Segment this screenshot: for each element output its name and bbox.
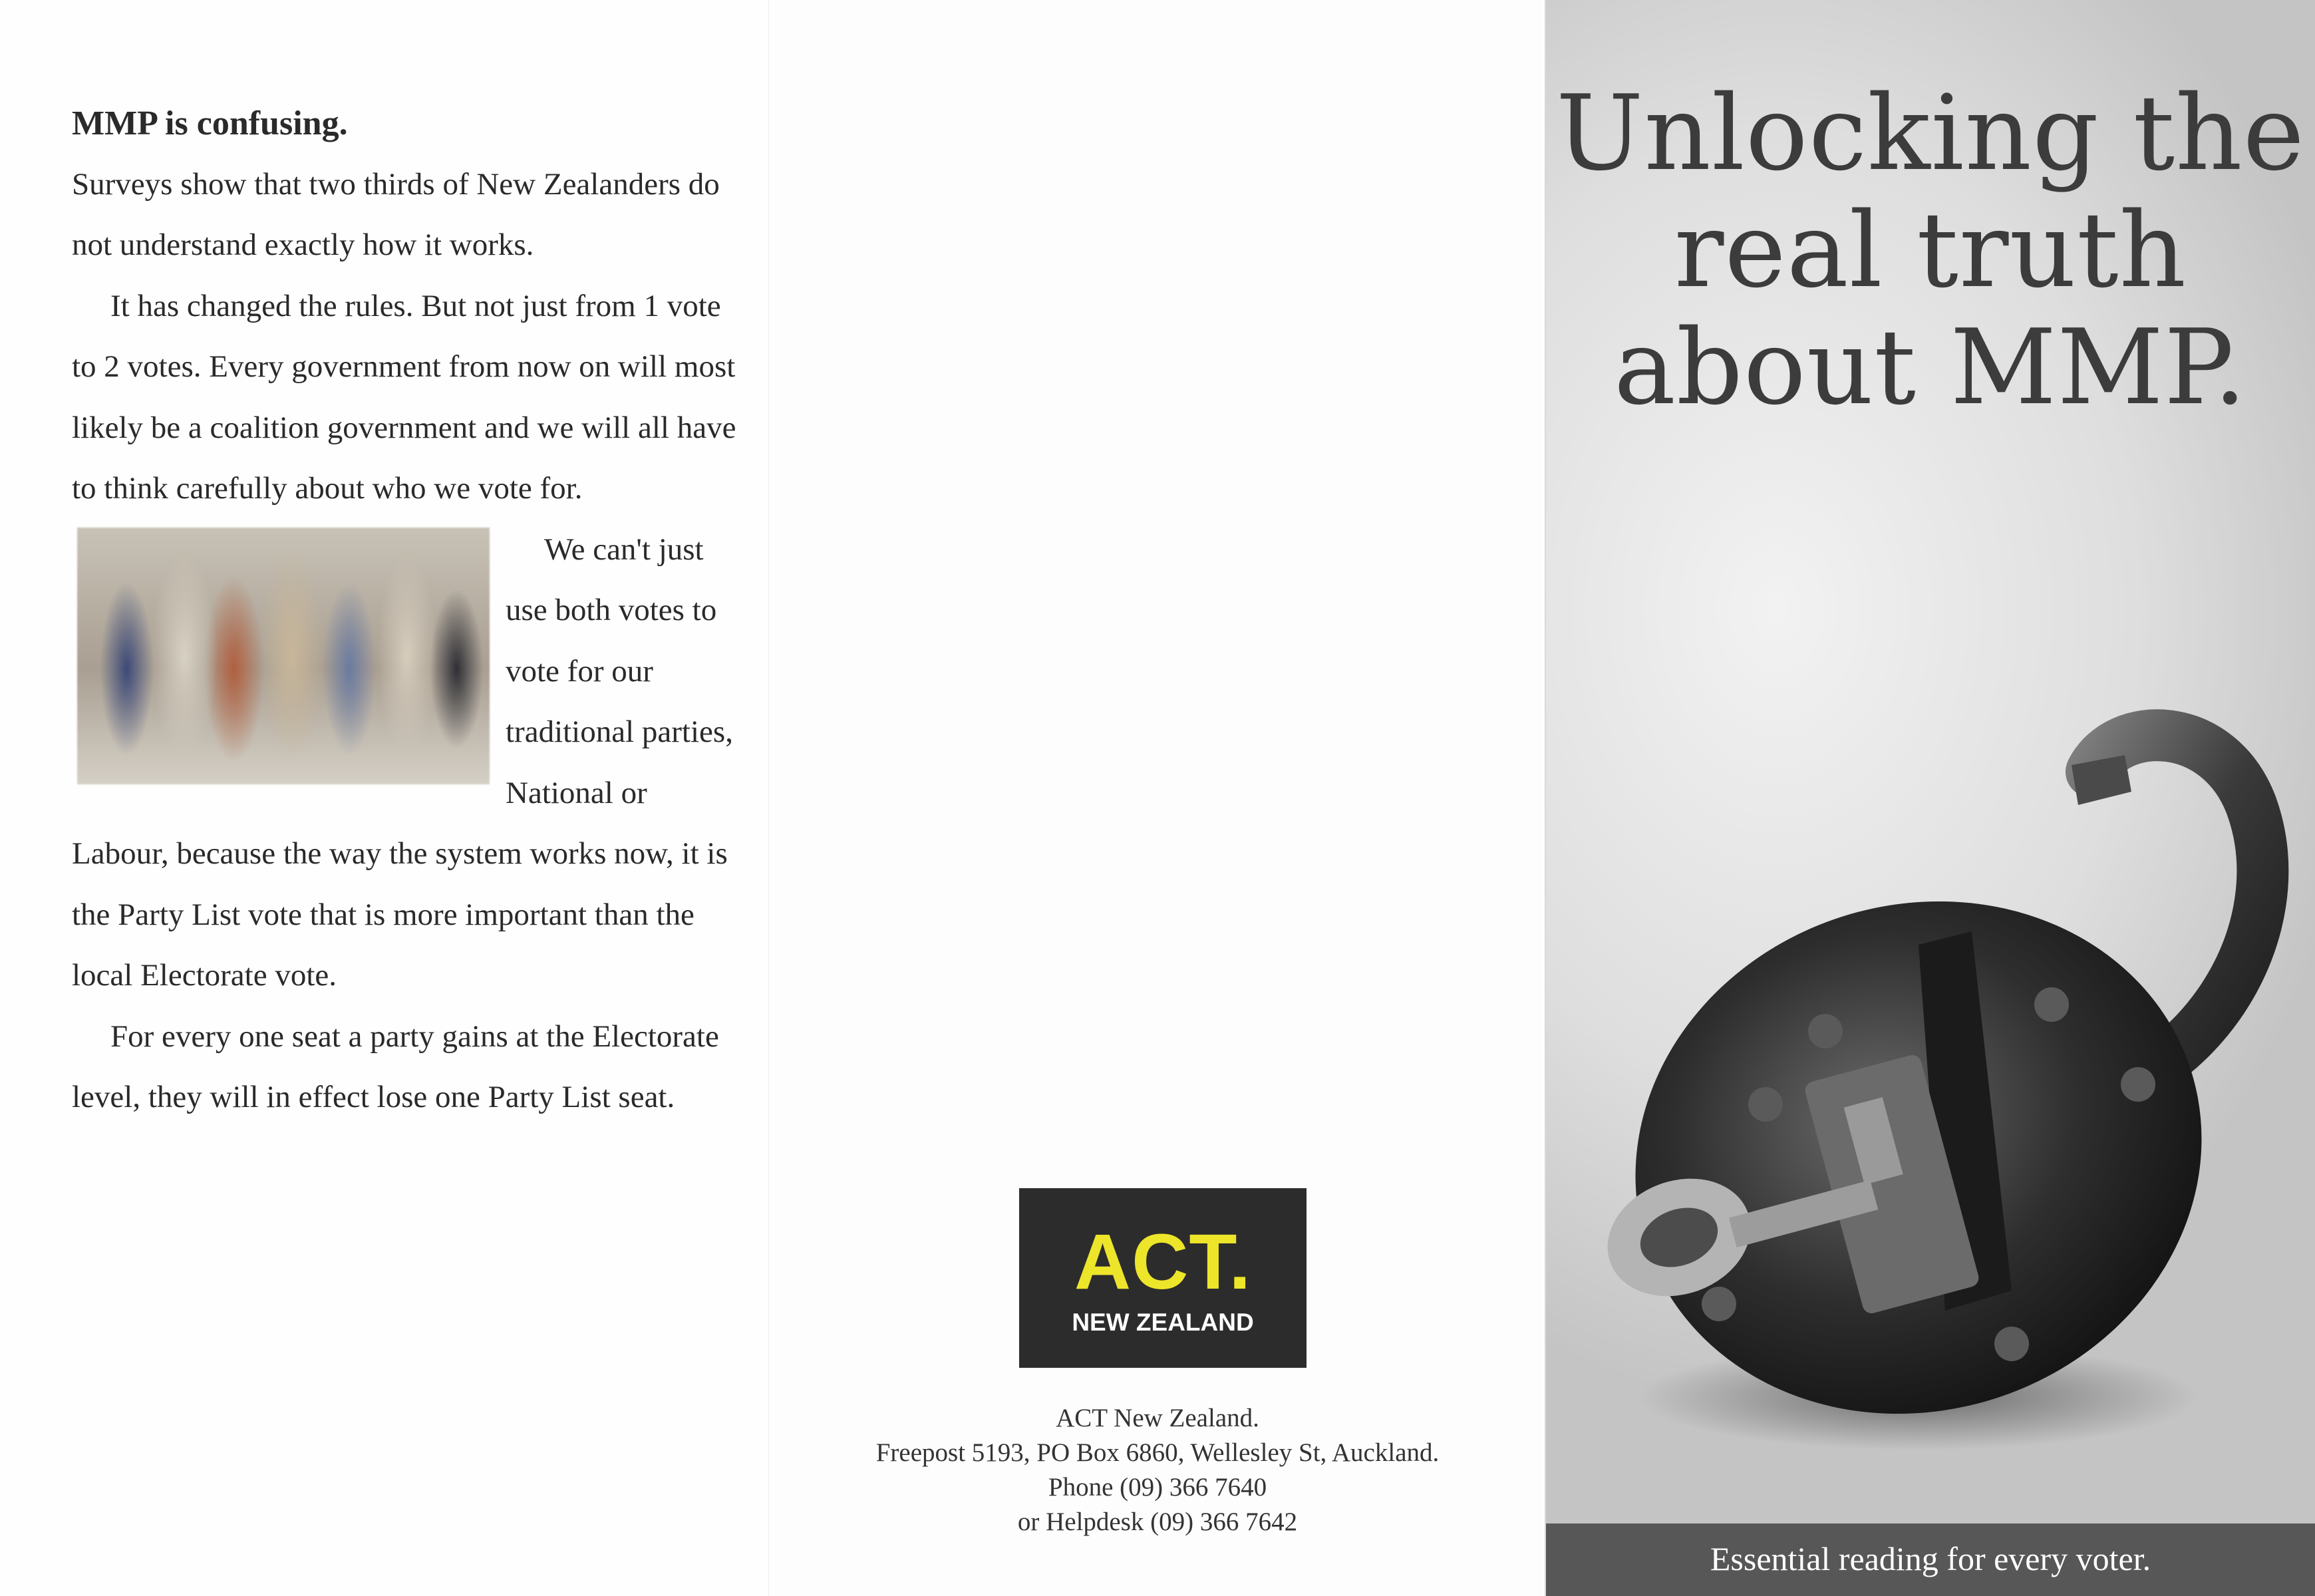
left-body-text [72, 93, 737, 1128]
logo-subtitle: NEW ZEALAND [1072, 1309, 1254, 1336]
headline-line: about MMP. [1614, 307, 2247, 428]
paragraph-rules: It has changed the rules. But not just from 1 vote to 2 votes. Every government from now on will most likely be a coalition government and we will all have to think carefully about who we vote for. [72, 288, 736, 506]
address-phone: Phone (09) 366 7640 [1048, 1473, 1267, 1502]
address-block [769, 1401, 1546, 1539]
padlock-icon [1546, 692, 2315, 1523]
logo-word: ACT. [1074, 1218, 1252, 1306]
paragraph-votes-block [72, 520, 737, 1007]
paragraph-votes: We can't just use both votes to vote for our traditional parties, National or Labour, because the way the system works now, it is the Party List vote that is more important than the local Electorate vote. [72, 532, 733, 993]
address-helpdesk: or Helpdesk (09) 366 7642 [1017, 1508, 1298, 1536]
act-logo [1019, 1188, 1307, 1368]
crowd-photo [77, 528, 490, 784]
address-postal: Freepost 5193, PO Box 6860, Wellesley St, Auckland. [875, 1438, 1440, 1467]
paragraph-surveys: Surveys show that two thirds of New Zealanders do not understand exactly how it works. [72, 166, 720, 262]
section-heading: MMP is confusing. [72, 104, 348, 142]
headline-line: real truth [1674, 190, 2187, 311]
tagline-text: Essential reading for every voter. [1710, 1540, 2151, 1577]
headline-line: Unlocking the [1556, 73, 2305, 194]
middle-panel [769, 0, 1546, 1596]
left-panel [0, 0, 769, 1596]
address-org: ACT New Zealand. [1056, 1404, 1259, 1432]
cover-headline [1546, 75, 2315, 426]
right-panel [1546, 0, 2315, 1596]
tagline-bar [1546, 1523, 2315, 1596]
paragraph-seats: For every one seat a party gains at the Electorate level, they will in effect lose one Party List seat. [72, 1019, 719, 1114]
